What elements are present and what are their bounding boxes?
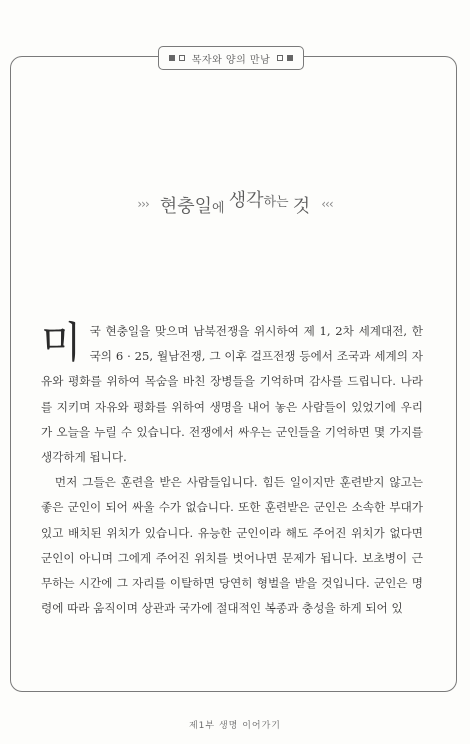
square-outline-icon — [179, 55, 185, 61]
square-outline-icon — [277, 55, 283, 61]
chapter-tab — [158, 46, 304, 70]
paragraph-1 — [41, 319, 423, 470]
square-bullet-icon — [287, 55, 293, 61]
article-title — [0, 186, 470, 218]
chevron-right-icon: ››› — [137, 197, 149, 211]
square-bullet-icon — [169, 55, 175, 61]
title-part-1: 현충일 — [159, 196, 213, 217]
chevron-left-icon: ‹‹‹ — [321, 197, 333, 211]
drop-cap: 미 — [41, 318, 82, 367]
title-part-2: 에 — [212, 201, 229, 216]
title-part-4: 하는 — [263, 195, 293, 210]
chapter-title: 목자와 양의 만남 — [191, 54, 271, 66]
title-part-5: 것 — [292, 196, 311, 217]
article-body — [41, 319, 423, 621]
paragraph-2: 먼저 그들은 훈련을 받은 사람들입니다. 힘든 일이지만 훈련받지 않고는 좋은 군인이 되어 싸울 수가 없습니다. 또한 훈련받은 군인은 소속한 부대가 있고 배치된 위치가 있습니다. 유능한 군인이라 해도 주어진 위치가 없다면 군인이 아니며 그에게 주어진 위치를 벗어나면 문제가 됩니다. 보초병이 근무하는 시간에 그 자리를 이탈하면 당연히 형벌을 받을 것입니다. 군인은 명령에 따라 움직이며 상관과 국가에 절대적인 복종과 충성을 하게 되어 있 — [41, 475, 423, 616]
paragraph-1-text: 국 현충일을 맞으며 남북전쟁을 위시하여 제 1, 2차 세계대전, 한국의 6 · 25, 월남전쟁, 그 이후 걸프전쟁 등에서 조국과 세계의 자유와 평화를 위하여 목숨을 바친 장병들을 기억하며 감사를 드립니다. 나라를 지키며 자유와 평화를 위하여 생명을 내어 놓은 사람들이 있었기에 우리가 오늘을 누릴 수 있습니다. 전쟁에서 싸우는 군인들을 기억하면 몇 가지를 생각하게 됩니다. — [41, 324, 423, 465]
title-part-3: 생각 — [228, 190, 264, 211]
page-footer: 제1부 생명 이어가기 — [188, 721, 281, 731]
